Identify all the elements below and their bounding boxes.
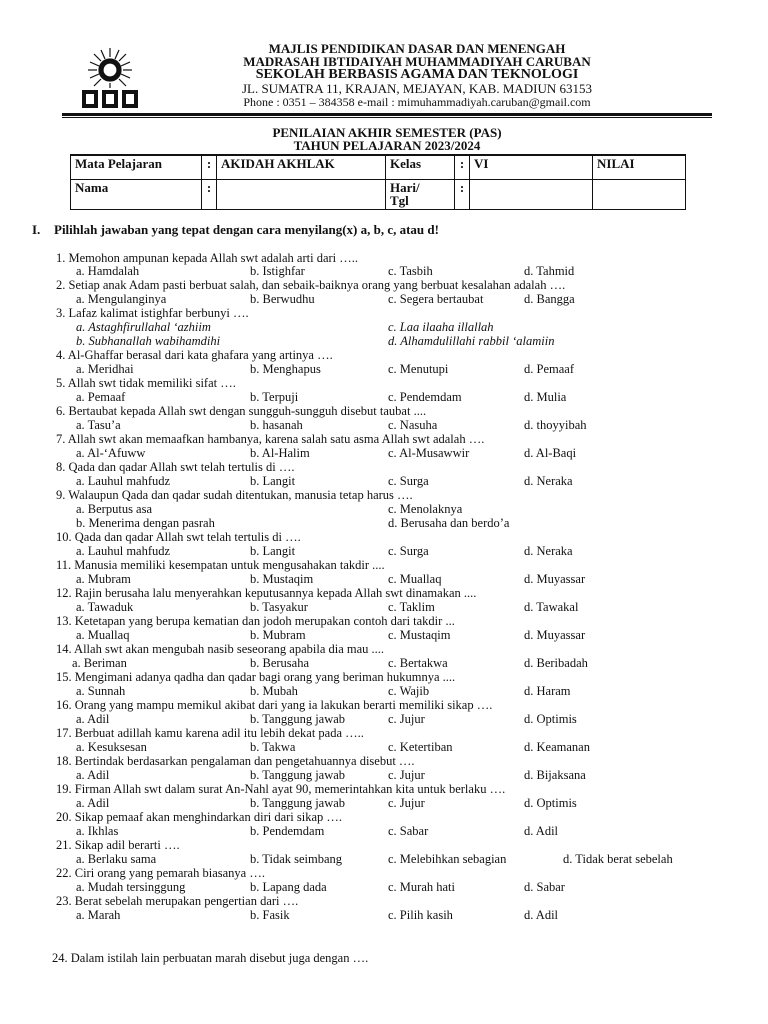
option-b[interactable]: b. Fasik <box>250 908 290 922</box>
option-d[interactable]: d. thoyyibah <box>524 418 587 432</box>
option-a[interactable]: a. Astaghfirullahal ‘azhiim <box>76 320 211 334</box>
option-b[interactable]: b. Langit <box>250 544 296 558</box>
question-7: 7. Allah swt akan memaafkan hambanya, karena salah satu asma Allah swt adalah …. <box>56 432 485 446</box>
option-b[interactable]: b. Berwudhu <box>250 292 315 306</box>
question-18: 18. Bertindak berdasarkan pengalaman dan pengetahuannya disebut …. <box>56 754 415 768</box>
option-b[interactable]: b. Takwa <box>250 740 296 754</box>
option-c[interactable]: c. Murah hati <box>388 880 455 894</box>
question-5: 5. Allah swt tidak memiliki sifat …. <box>56 376 236 390</box>
option-b[interactable]: b. Tanggung jawab <box>250 768 346 782</box>
option-a[interactable]: a. Marah <box>76 908 121 922</box>
option-c[interactable]: c. Jujur <box>388 768 425 782</box>
option-a[interactable]: a. Muallaq <box>76 628 130 642</box>
option-a[interactable]: a. Adil <box>76 768 110 782</box>
question-20: 20. Sikap pemaaf akan menghindarkan diri dari sikap …. <box>56 810 343 824</box>
subject-label: Mata Pelajaran <box>71 155 202 179</box>
option-d[interactable]: d. Al-Baqi <box>524 446 577 460</box>
option-a[interactable]: a. Beriman <box>72 656 127 670</box>
colon: : <box>202 155 217 179</box>
option-b[interactable]: b. Terpuji <box>250 390 299 404</box>
option-d[interactable]: d. Adil <box>524 824 559 838</box>
letterhead-divider-thin <box>62 117 712 118</box>
date-label: Hari/ Tgl <box>386 179 455 209</box>
question-21: 21. Sikap adil berarti …. <box>56 838 180 852</box>
option-d[interactable]: d. Mulia <box>524 390 567 404</box>
question-12: 12. Rajin berusaha lalu menyerahkan keputusannya kepada Allah swt dinamakan .... <box>56 586 477 600</box>
question-3: 3. Lafaz kalimat istighfar berbunyi …. <box>56 306 249 320</box>
option-d[interactable]: d. Bijaksana <box>524 768 586 782</box>
option-a[interactable]: a. Lauhul mahfudz <box>76 544 171 558</box>
letterhead-line-2: MADRASAH IBTIDAIYAH MUHAMMADIYAH CARUBAN <box>243 54 591 69</box>
class-value: VI <box>470 155 593 179</box>
option-a[interactable]: a. Berlaku sama <box>76 852 157 866</box>
question-9: 9. Walaupun Qada dan qadar sudah ditentukan, manusia tetap harus …. <box>56 488 413 502</box>
option-c[interactable]: c. Surga <box>388 544 429 558</box>
colon: : <box>455 155 470 179</box>
letterhead-line-1: MAJLIS PENDIDIKAN DASAR DAN MENENGAH <box>268 41 566 56</box>
option-d[interactable]: d. Alhamdulillahi rabbil ‘alamiin <box>388 334 555 348</box>
option-b[interactable]: b. Pendemdam <box>250 824 325 838</box>
school-contact: Phone : 0351 – 384358 e-mail : mimuhammadiyah.caruban@gmail.com <box>243 95 591 109</box>
option-a[interactable]: a. Berputus asa <box>76 502 153 516</box>
option-b[interactable]: b. Menghapus <box>250 362 321 376</box>
option-c[interactable]: c. Ketertiban <box>388 740 453 754</box>
option-d[interactable]: d. Adil <box>524 908 559 922</box>
question-24: 24. Dalam istilah lain perbuatan marah disebut juga dengan …. <box>52 951 369 965</box>
option-a[interactable]: a. Lauhul mahfudz <box>76 474 171 488</box>
exam-year: TAHUN PELAJARAN 2023/2024 <box>293 138 481 153</box>
option-c[interactable]: c. Laa ilaaha illallah <box>388 320 494 334</box>
school-address: JL. SUMATRA 11, KRAJAN, MEJAYAN, KAB. MADIUN 63153 <box>241 81 593 96</box>
date-field[interactable] <box>470 179 593 209</box>
option-d[interactable]: d. Pemaaf <box>524 362 574 376</box>
option-c[interactable]: c. Taklim <box>388 600 435 614</box>
option-d[interactable]: d. Haram <box>524 684 571 698</box>
option-d[interactable]: d. Neraka <box>524 544 573 558</box>
option-d[interactable]: d. Tidak berat sebelah <box>563 852 673 866</box>
option-b[interactable]: b. Lapang dada <box>250 880 327 894</box>
option-a[interactable]: a. Kesuksesan <box>76 740 147 754</box>
option-c[interactable]: c. Sabar <box>388 824 429 838</box>
option-c[interactable]: c. Pendemdam <box>388 390 462 404</box>
option-d[interactable]: d. Neraka <box>524 474 573 488</box>
option-a[interactable]: a. Mudah tersinggung <box>76 880 186 894</box>
option-c[interactable]: c. Muallaq <box>388 572 442 586</box>
option-c[interactable]: c. Pilih kasih <box>388 908 453 922</box>
question-1: 1. Memohon ampunan kepada Allah swt adalah arti dari ….. <box>56 251 359 265</box>
option-a[interactable]: a. Pemaaf <box>76 390 126 404</box>
option-b[interactable]: b. Mubah <box>250 684 298 698</box>
option-d[interactable]: d. Bangga <box>524 292 575 306</box>
option-c[interactable]: c. Al-Musawwir <box>388 446 470 460</box>
school-emblem-logo <box>72 44 148 110</box>
question-4: 4. Al-Ghaffar berasal dari kata ghafara yang artinya …. <box>56 348 333 362</box>
student-identity-table <box>70 154 686 210</box>
option-c[interactable]: c. Nasuha <box>388 418 438 432</box>
option-a[interactable]: a. Meridhai <box>76 362 134 376</box>
question-22: 22. Ciri orang yang pemarah biasanya …. <box>56 866 265 880</box>
option-a[interactable]: a. Adil <box>76 796 110 810</box>
option-a[interactable]: a. Sunnah <box>76 684 126 698</box>
option-d[interactable]: d. Berusaha dan berdo’a <box>388 516 510 530</box>
colon: : <box>202 179 217 209</box>
letterhead-line-3: SEKOLAH BERBASIS AGAMA DAN TEKNOLOGI <box>255 67 579 82</box>
option-b[interactable]: b. Subhanallah wabihamdihi <box>76 334 221 348</box>
option-a[interactable]: a. Hamdalah <box>76 264 140 278</box>
question-2: 2. Setiap anak Adam pasti berbuat salah, dan sebaik-baiknya orang yang berbuat kesalahan adalah …. <box>56 278 566 292</box>
question-11: 11. Manusia memiliki kesempatan untuk mengusahakan takdir .... <box>56 558 385 572</box>
question-13: 13. Ketetapan yang berupa kematian dan jodoh merupakan contoh dari takdir ... <box>56 614 455 628</box>
exam-title: PENILAIAN AKHIR SEMESTER (PAS) <box>272 125 502 140</box>
option-b[interactable]: b. hasanah <box>250 418 303 432</box>
instruction-text: Pilihlah jawaban yang tepat dengan cara menyilang(x) a, b, c, atau d! <box>54 222 439 237</box>
option-b[interactable]: b. Tanggung jawab <box>250 796 346 810</box>
option-d[interactable]: d. Muyassar <box>524 628 586 642</box>
option-c[interactable]: c. Menolaknya <box>388 502 463 516</box>
option-d[interactable]: d. Optimis <box>524 712 577 726</box>
name-field[interactable] <box>217 179 386 209</box>
option-a[interactable]: a. Tawaduk <box>76 600 134 614</box>
option-a[interactable]: a. Ikhlas <box>76 824 119 838</box>
score-label: NILAI <box>593 155 686 179</box>
class-label: Kelas <box>386 155 455 179</box>
option-d[interactable]: d. Keamanan <box>524 740 590 754</box>
question-6: 6. Bertaubat kepada Allah swt dengan sungguh-sungguh disebut taubat .... <box>56 404 427 418</box>
option-c[interactable]: c. Jujur <box>388 712 425 726</box>
question-10: 10. Qada dan qadar Allah swt telah tertulis di …. <box>56 530 301 544</box>
question-16: 16. Orang yang mampu memikul akibat dari yang ia lakukan berarti memiliki sikap …. <box>56 698 493 712</box>
option-c[interactable]: c. Menutupi <box>388 362 449 376</box>
colon: : <box>455 179 470 209</box>
option-b[interactable]: b. Mustaqim <box>250 572 314 586</box>
option-d[interactable]: d. Tawakal <box>524 600 579 614</box>
option-a[interactable]: a. Mengulanginya <box>76 292 167 306</box>
option-d[interactable]: d. Optimis <box>524 796 577 810</box>
option-a[interactable]: a. Mubram <box>76 572 131 586</box>
option-d[interactable]: d. Tahmid <box>524 264 575 278</box>
question-8: 8. Qada dan qadar Allah swt telah tertulis di …. <box>56 460 295 474</box>
option-d[interactable]: d. Muyassar <box>524 572 586 586</box>
option-b[interactable]: b. Berusaha <box>250 656 310 670</box>
option-d[interactable]: d. Sabar <box>524 880 565 894</box>
option-b[interactable]: b. Al-Halim <box>250 446 310 460</box>
option-c[interactable]: c. Surga <box>388 474 429 488</box>
option-b[interactable]: b. Mubram <box>250 628 306 642</box>
name-label: Nama <box>71 179 202 209</box>
option-c[interactable]: c. Jujur <box>388 796 425 810</box>
question-19: 19. Firman Allah swt dalam surat An-Nahl ayat 90, memerintahkan kita untuk berlaku …. <box>56 782 506 796</box>
option-b[interactable]: b. Menerima dengan pasrah <box>76 516 215 530</box>
option-c[interactable]: c. Melebihkan sebagian <box>388 852 507 866</box>
option-c[interactable]: c. Segera bertaubat <box>388 292 484 306</box>
question-15: 15. Mengimani adanya qadha dan qadar bagi orang yang beriman hukumnya .... <box>56 670 456 684</box>
section-instruction <box>32 222 439 238</box>
option-c[interactable]: c. Bertakwa <box>388 656 448 670</box>
option-c[interactable]: c. Wajib <box>388 684 430 698</box>
option-c[interactable]: c. Tasbih <box>388 264 433 278</box>
question-17: 17. Berbuat adillah kamu karena adil itu lebih dekat pada ….. <box>56 726 364 740</box>
option-b[interactable]: b. Istighfar <box>250 264 305 278</box>
option-a[interactable]: a. Adil <box>76 712 110 726</box>
score-field[interactable] <box>593 179 686 209</box>
question-14: 14. Allah swt akan mengubah nasib seseorang apabila dia mau .... <box>56 642 385 656</box>
option-b[interactable]: b. Langit <box>250 474 296 488</box>
option-d[interactable]: d. Beribadah <box>524 656 588 670</box>
section-number: I. <box>32 222 41 237</box>
option-a[interactable]: a. Tasu’a <box>76 418 121 432</box>
option-b[interactable]: b. Tanggung jawab <box>250 712 346 726</box>
option-a[interactable]: a. Al-‘Afuww <box>76 446 146 460</box>
option-b[interactable]: b. Tasyakur <box>250 600 308 614</box>
option-c[interactable]: c. Mustaqim <box>388 628 451 642</box>
option-b[interactable]: b. Tidak seimbang <box>250 852 343 866</box>
letterhead-divider-thick <box>62 113 712 116</box>
subject-value: AKIDAH AKHLAK <box>217 155 386 179</box>
question-23: 23. Berat sebelah merupakan pengertian dari …. <box>56 894 299 908</box>
